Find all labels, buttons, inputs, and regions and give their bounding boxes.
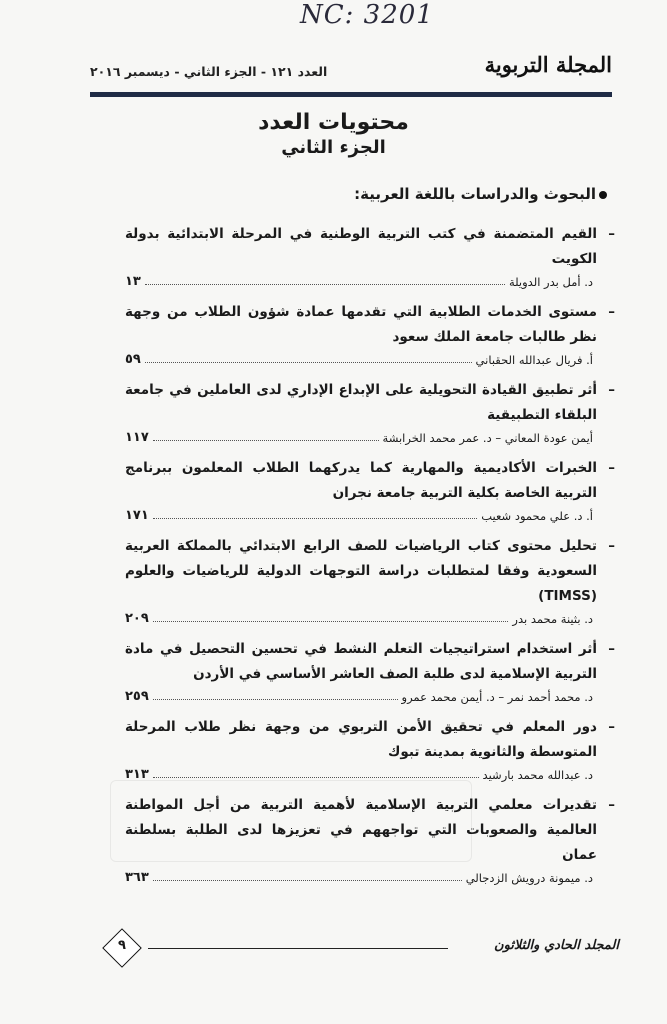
toc-entry-meta bbox=[125, 430, 615, 445]
toc-entry-title-text: تحليل محتوى كتاب الرياضيات للصف الرابع الابتدائي بالمملكة العربية السعودية وفقا لمتطلبات دراسة التوجهات الدولية للرياضيات والعلوم (TIMSS) bbox=[125, 538, 597, 604]
title-block bbox=[0, 110, 667, 158]
toc-entry-meta bbox=[125, 611, 615, 626]
toc-entry-authors: د. بثينة محمد بدر bbox=[512, 612, 593, 626]
dash-marker: – bbox=[608, 797, 615, 813]
dash-marker: – bbox=[608, 460, 615, 476]
toc-entry-title-text: أثر استخدام استراتيجيات التعلم النشط في تحسين التحصيل في مادة التربية الإسلامية لدى طلبة الصف العاشر الأساسي في الأردن bbox=[125, 641, 597, 682]
dot-leader bbox=[153, 777, 479, 778]
toc-entry-title bbox=[125, 456, 615, 506]
toc-entry-authors: أيمن عودة المعاني – د. عمر محمد الخرابشة bbox=[382, 431, 593, 445]
toc-entry[interactable] bbox=[125, 456, 615, 523]
dot-leader bbox=[153, 518, 477, 519]
section-heading-label: البحوث والدراسات باللغة العربية: bbox=[354, 185, 596, 203]
toc-entry[interactable] bbox=[125, 637, 615, 704]
toc-entry-page: ٣١٣ bbox=[125, 767, 149, 782]
toc-entry-authors: أ. د. علي محمود شعيب bbox=[481, 509, 593, 523]
toc-entry-title bbox=[125, 300, 615, 350]
toc-entry-title bbox=[125, 534, 615, 609]
toc-entry-page: ٢٥٩ bbox=[125, 689, 149, 704]
toc-entry-meta bbox=[125, 508, 615, 523]
dash-marker: – bbox=[608, 641, 615, 657]
footer-divider bbox=[148, 948, 448, 949]
toc-entry-meta bbox=[125, 274, 615, 289]
toc-entry-meta bbox=[125, 767, 615, 782]
page-number: ٩ bbox=[118, 938, 126, 953]
toc-entry[interactable] bbox=[125, 534, 615, 626]
toc-entry-page: ١١٧ bbox=[125, 430, 149, 445]
toc-entry-title-text: أثر تطبيق القيادة التحويلية على الإبداع الإداري لدى العاملين في جامعة البلقاء التطبيقية bbox=[125, 382, 597, 423]
toc-entry-title bbox=[125, 637, 615, 687]
toc-entry-page: ١٧١ bbox=[125, 508, 149, 523]
toc-entry[interactable] bbox=[125, 378, 615, 445]
toc-entry-title bbox=[125, 715, 615, 765]
toc-entry-page: ٥٩ bbox=[125, 352, 141, 367]
toc-entry-authors: د. محمد أحمد نمر – د. أيمن محمد عمرو bbox=[401, 690, 593, 704]
toc-entry-page: ٣٦٣ bbox=[125, 870, 149, 885]
toc-entry-meta bbox=[125, 689, 615, 704]
dash-marker: – bbox=[608, 304, 615, 320]
section-heading bbox=[354, 185, 607, 203]
toc-entry-authors: د. أمل بدر الدويلة bbox=[508, 275, 593, 289]
toc-entry-title-text: القيم المتضمنة في كتب التربية الوطنية في المرحلة الابتدائية بدولة الكويت bbox=[125, 226, 597, 267]
toc-entry-title-text: مستوى الخدمات الطلابية التي تقدمها عمادة شؤون الطلاب من وجهة نظر طالبات جامعة الملك سعود bbox=[125, 304, 597, 345]
bullet-icon bbox=[599, 191, 607, 199]
dot-leader bbox=[153, 621, 509, 622]
toc-entry[interactable] bbox=[125, 793, 615, 885]
toc-entry-meta bbox=[125, 352, 615, 367]
toc-entry-title-text: تقديرات معلمي التربية الإسلامية لأهمية التربية من أجل المواطنة العالمية والصعوبات التي تواجههم في تعزيزها لدى الطلبة بسلطنة عمان bbox=[125, 797, 597, 863]
page-number-badge bbox=[102, 928, 142, 968]
dot-leader bbox=[153, 699, 398, 700]
issue-info: العدد ١٢١ - الجزء الثاني - ديسمبر ٢٠١٦ bbox=[90, 64, 328, 79]
toc-entry-meta bbox=[125, 870, 615, 885]
page-title: محتويات العدد bbox=[258, 110, 409, 135]
dash-marker: – bbox=[608, 382, 615, 398]
toc-entry-title-text: دور المعلم في تحقيق الأمن التربوي من وجهة نظر طلاب المرحلة المتوسطة والثانوية بمدينة تبوك bbox=[125, 719, 597, 760]
toc-entry-title-text: الخبرات الأكاديمية والمهارية كما يدركهما الطلاب المعلمون ببرنامج التربية الخاصة بكلية التربية جامعة نجران bbox=[125, 460, 597, 501]
toc-entry-title bbox=[125, 222, 615, 272]
dot-leader bbox=[153, 880, 462, 881]
dot-leader bbox=[145, 362, 472, 363]
toc-entry-title bbox=[125, 378, 615, 428]
toc-entry[interactable] bbox=[125, 300, 615, 367]
toc-entry-authors: أ. فريال عبدالله الحقباني bbox=[475, 353, 593, 367]
dot-leader bbox=[153, 440, 379, 441]
toc-entry[interactable] bbox=[125, 222, 615, 289]
toc-entry[interactable] bbox=[125, 715, 615, 782]
toc-entry-page: ١٣ bbox=[125, 274, 141, 289]
page-subtitle: الجزء الثاني bbox=[281, 137, 386, 158]
footer-volume: المجلد الحادي والثلاثون bbox=[494, 938, 619, 953]
journal-logo: المجلة التربوية bbox=[484, 52, 612, 77]
table-of-contents bbox=[125, 222, 615, 896]
toc-entry-page: ٢٠٩ bbox=[125, 611, 149, 626]
dot-leader bbox=[145, 284, 505, 285]
dash-marker: – bbox=[608, 538, 615, 554]
toc-entry-authors: د. عبدالله محمد بارشيد bbox=[482, 768, 593, 782]
page-header bbox=[90, 48, 612, 97]
handwritten-note: NC: 3201 bbox=[300, 0, 434, 30]
toc-entry-authors: د. ميمونة درويش الزدجالي bbox=[465, 871, 593, 885]
toc-entry-title bbox=[125, 793, 615, 868]
dash-marker: – bbox=[608, 226, 615, 242]
dash-marker: – bbox=[608, 719, 615, 735]
